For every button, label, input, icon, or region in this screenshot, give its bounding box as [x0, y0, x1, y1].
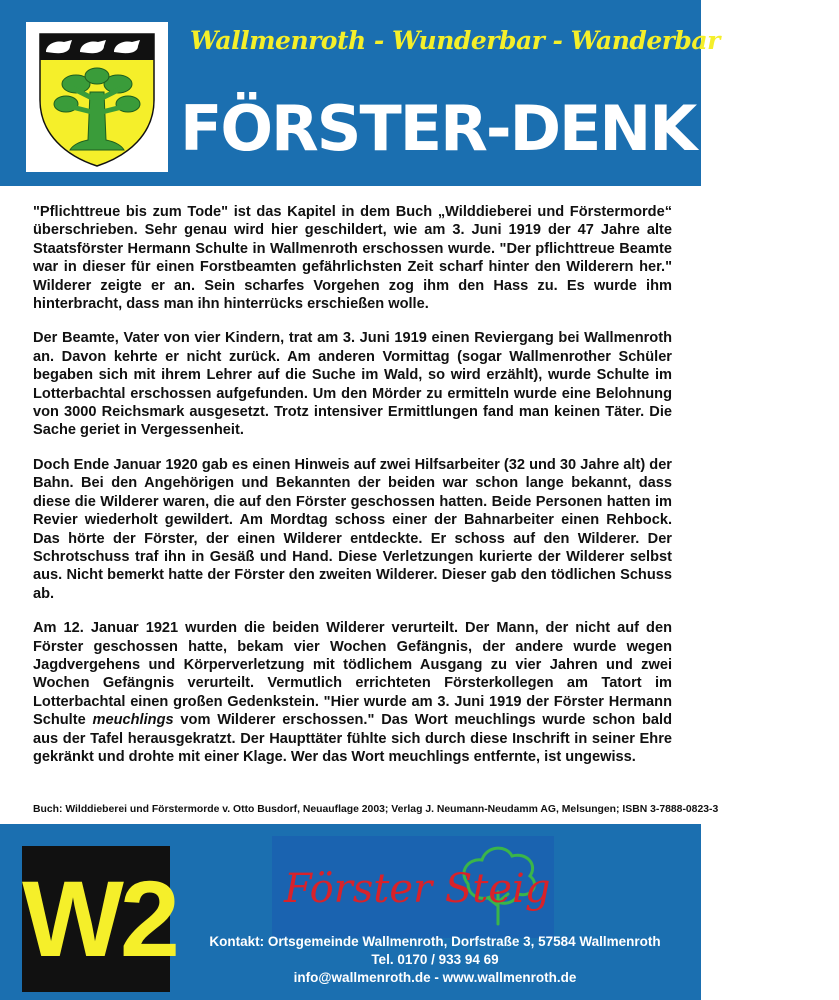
- contact-address: Kontakt: Ortsgemeinde Wallmenroth, Dorfstraße 3, 57584 Wallmenroth: [209, 934, 661, 949]
- slogan: Wallmenroth - Wunderbar - Wanderbar: [190, 26, 720, 55]
- trail-badge: [22, 846, 176, 992]
- source-citation: Buch: Wilddieberei und Förstermorde v. Otto Busdorf, Neuauflage 2003; Verlag J. Neumann-Neudamm AG, Melsungen; ISBN 3-7888-0823-3: [33, 804, 719, 815]
- paragraph-4: Am 12. Januar 1921 wurden die beiden Wilderer verurteilt. Der Mann, der nicht auf den Förster geschossen hatte, bekam vier Wochen Gefängnis, der andere wurde wegen Jagdvergehens und Körperverletzung mit tödlichem Ausgang zu vier Jahren und zwei Wochen Gefängnis verurteilt. Vermutlich errichteten Försterkollegen am Tatort im Lotterbachtal einen großen Gedenkstein. "Hier wurde am 3. Juni 1919 der Förster Hermann Schulte meuchlings vom Wilderer erschossen." Das Wort meuchlings wurde schon bald aus der Tafel herausgekratzt. Der Haupttäter fühlte sich durch diese Inschrift in seiner Ehre gekränkt und drohte mit einer Klage. Wer das Wort meuchlings entfernte, ist ungewiss.: [33, 620, 672, 765]
- trail-badge-label: W2: [22, 858, 176, 979]
- paragraph-2: Der Beamte, Vater von vier Kindern, trat am 3. Juni 1919 einen Reviergang bei Wallmenroth an. Davon kehrte er nicht zurück. Am anderen Vormittag (sogar Wallmenrother Schüler begaben sich mit ihrem Lehrer auf die Suche im Wald, so wird erzählt), wurde Schulte im Lotterbachtal erschossen aufgefunden. Um den Mörder zu ermitteln wurde eine Belohnung von 3000 Reichsmark ausgesetzt. Trotz intensiver Ermittlungen fand man keinen Täter. Die Sache geriet in Vergessenheit.: [33, 330, 672, 439]
- contact-web: info@wallmenroth.de - www.wallmenroth.de: [293, 970, 577, 985]
- header-banner: [0, 0, 839, 186]
- contact-phone: Tel. 0170 / 933 94 69: [371, 952, 499, 967]
- page-title: FÖRSTER-DENKMAL: [180, 92, 839, 165]
- article-body: [33, 203, 672, 782]
- paragraph-1: "Pflichttreue bis zum Tode" ist das Kapitel in dem Buch „Wilddieberei und Förstermorde“ überschrieben. Sehr genau wird hier geschildert, wie am 3. Juni 1919 der 47 Jahre alte Staatsförster Hermann Schulte in Wallmenroth erschossen wurde. "Der pflichttreue Beamte war in dieser für einen Forstbeamten gefährlichsten Zeit scharf hinter den Wilderern her." Wilderer zeigte er an. Sein scharfes Vorgehen zog ihm den Hass zu. Es wurde ihm hinterbracht, dass man ihn hinterrücks erschießen wolle.: [33, 204, 672, 313]
- foerster-steig-logo: [272, 836, 554, 938]
- wallmenroth-coat-of-arms-icon: [26, 22, 168, 172]
- footer-banner: [0, 824, 701, 1000]
- crest-frame: [26, 22, 168, 172]
- logo-text: Förster Steig: [284, 866, 551, 912]
- paragraph-3: Doch Ende Januar 1920 gab es einen Hinweis auf zwei Hilfsarbeiter (32 und 30 Jahre alt) der Bahn. Bei den Angehörigen und Bekannten der beiden war schon lange bekannt, dass diese die Wilderer waren, die auf den Förster geschossen hatten. Beide Personen hatten im Revier wiederholt gewildert. Am Mordtag schoss einer der Bahnarbeiter einen Rehbock. Das hörte der Förster, der einen Wilderer entdeckte. Er schoss auf den Wilderer. Der Schrotschuss traf ihn in Gesäß und Hand. Diese Verletzungen kurierte der Wilderer selbst aus. Nicht bemerkt hatte der Förster den zweiten Wilderer. Dieser gab den tödlichen Schuss ab.: [33, 456, 672, 602]
